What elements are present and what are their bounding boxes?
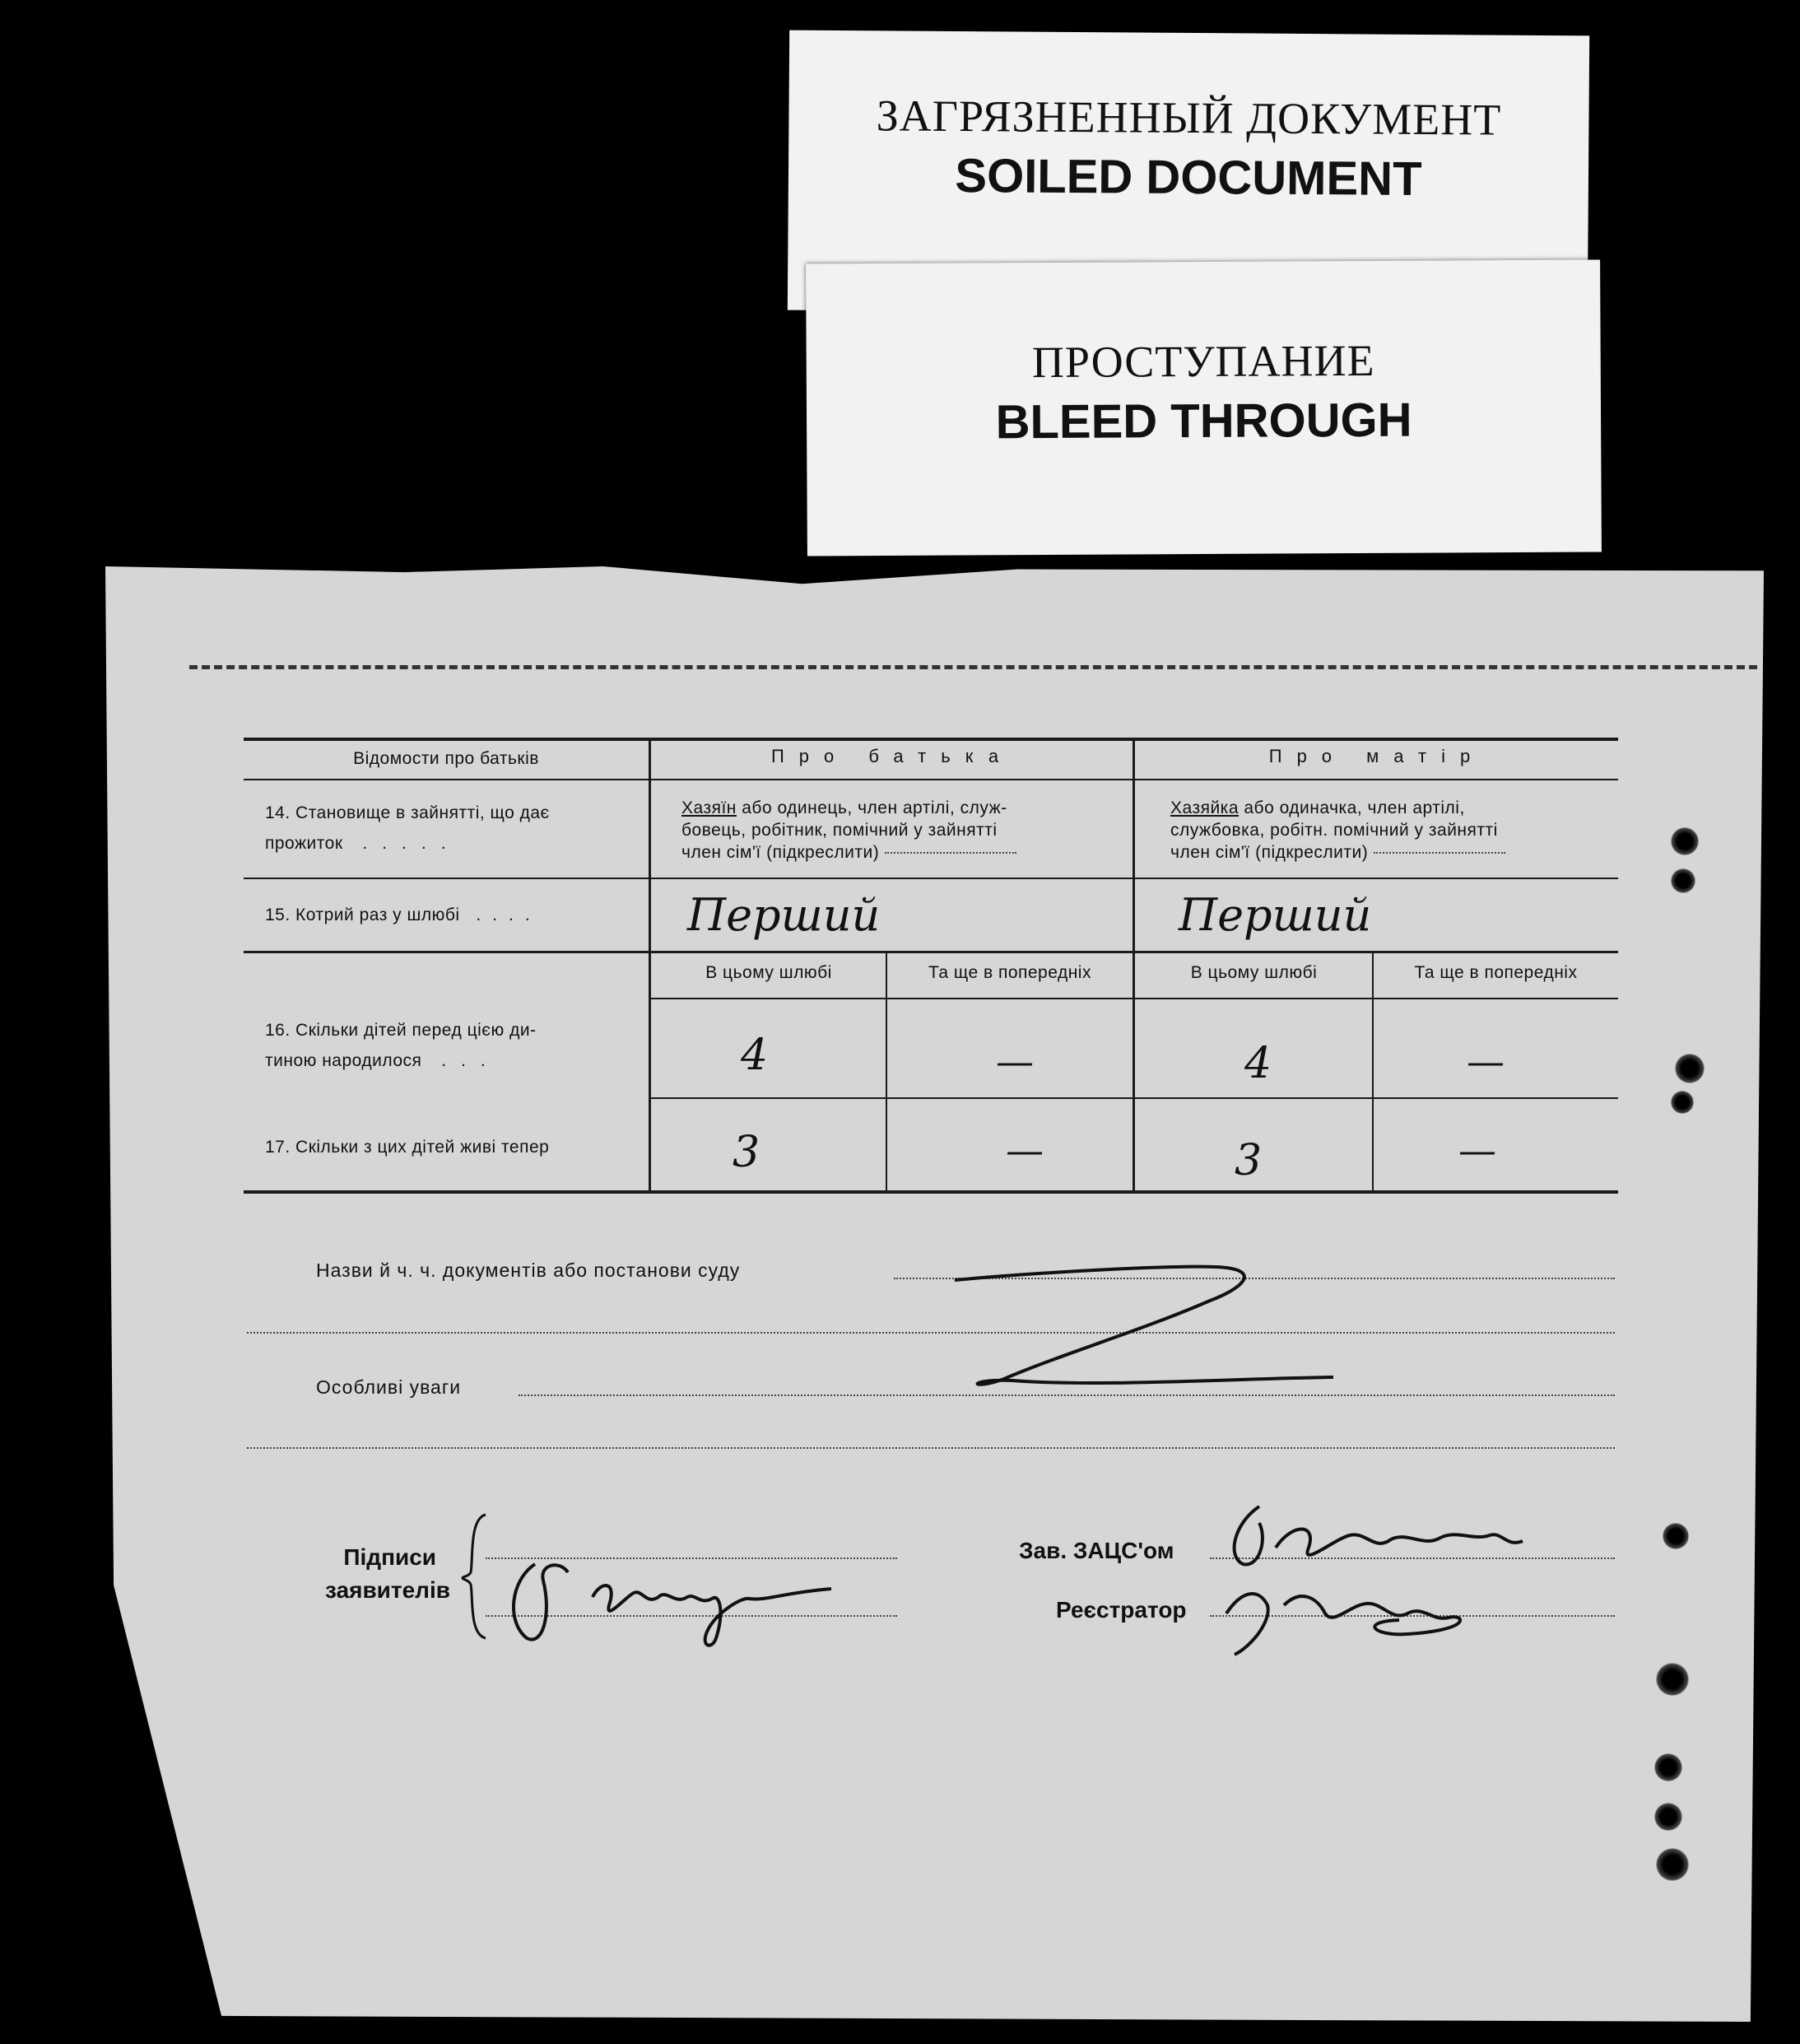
column-divider bbox=[649, 741, 651, 1192]
subcolumn-divider bbox=[886, 953, 887, 1192]
subcolumn-divider bbox=[1372, 953, 1374, 1192]
row15-mother-value: Перший bbox=[1179, 889, 1372, 941]
row15-rule bbox=[244, 951, 1618, 953]
row14-label-line1: 14. Становище в зайнятті, що дає bbox=[265, 803, 550, 822]
row14-mother-line2: службовка, робітн. помічний у зайнятті bbox=[1170, 821, 1498, 840]
row14-mother-line1: або одиначка, член артілі, bbox=[1244, 799, 1465, 817]
row14-label-line2: прожиток ..... bbox=[265, 834, 461, 853]
punch-hole bbox=[1675, 1054, 1705, 1083]
punch-hole bbox=[1671, 1091, 1694, 1114]
row17-mother-this: 3 bbox=[1235, 1136, 1263, 1185]
row15-label: 15. Котрий раз у шлюбі .... bbox=[265, 906, 542, 924]
bleed-through-label bbox=[806, 259, 1602, 556]
father-selected-option: Хазяїн bbox=[681, 799, 737, 817]
official-signatures bbox=[1210, 1490, 1556, 1671]
column-divider bbox=[1133, 741, 1135, 1192]
father-previous-header: Та ще в попередніх bbox=[928, 963, 1091, 982]
notes-label: Особливі уваги bbox=[316, 1376, 462, 1398]
row14-mother-options bbox=[1170, 797, 1615, 864]
bleed-label-english: BLEED THROUGH bbox=[995, 393, 1412, 449]
punch-hole bbox=[1654, 1803, 1682, 1831]
punch-hole bbox=[1654, 1753, 1682, 1781]
registrar-label: Реєстратор bbox=[1056, 1597, 1187, 1623]
soiled-label-russian: ЗАГРЯЗНЕННЫЙ ДОКУМЕНТ bbox=[876, 91, 1502, 145]
row15-father-value: Перший bbox=[687, 889, 881, 941]
header-about-father: Про батька bbox=[770, 746, 1014, 766]
row16-label-line2: тиною народилося ... bbox=[265, 1051, 500, 1070]
mother-this-marriage-header: В цьому шлюбі bbox=[1190, 963, 1318, 982]
row14-father-line2: бовець, робітник, помічний у зайнятті bbox=[681, 821, 998, 840]
row14-rule bbox=[244, 878, 1618, 879]
header-parents-info: Відомости про батьків bbox=[353, 749, 539, 768]
row14-father-line1: або одинець, член артілі, служ- bbox=[742, 799, 1007, 817]
row14-father-line3: член сім'ї (підкреслити) bbox=[681, 841, 1126, 864]
table-top-rule bbox=[244, 738, 1618, 741]
row16-label bbox=[265, 1019, 644, 1072]
row14-mother-line3: член сім'ї (підкреслити) bbox=[1170, 841, 1615, 864]
head-of-office-label: Зав. ЗАЦС'ом bbox=[1019, 1538, 1174, 1563]
row17-label: 17. Скільки з цих дітей живі тепер bbox=[265, 1138, 550, 1157]
table-bottom-rule bbox=[244, 1190, 1618, 1194]
row17-mother-prev: — bbox=[1458, 1128, 1496, 1172]
punch-hole bbox=[1656, 1663, 1689, 1696]
soiled-label-english: SOILED DOCUMENT bbox=[955, 149, 1422, 206]
punch-hole bbox=[1671, 868, 1695, 893]
row16-mother-this: 4 bbox=[1244, 1039, 1272, 1088]
row17-father-this: 3 bbox=[733, 1128, 760, 1177]
form-sheet bbox=[105, 566, 1764, 2022]
applicants-label-line2: заявителів bbox=[325, 1577, 450, 1603]
row17-father-prev: — bbox=[1006, 1128, 1044, 1172]
punch-hole bbox=[1656, 1848, 1689, 1881]
bleed-label-russian: ПРОСТУПАНИЕ bbox=[1031, 335, 1375, 388]
signature-brace bbox=[461, 1511, 494, 1642]
row16-mother-prev: — bbox=[1467, 1039, 1505, 1083]
applicants-signatures-label bbox=[325, 1541, 450, 1607]
row16-father-this: 4 bbox=[741, 1031, 769, 1080]
documents-label: Назви й ч. ч. документів або постанови суду bbox=[316, 1259, 741, 1281]
row14-father-options bbox=[681, 797, 1126, 864]
header-about-mother: Про матір bbox=[1268, 746, 1486, 766]
punch-hole bbox=[1671, 827, 1699, 855]
punch-hole bbox=[1663, 1523, 1689, 1549]
crossout-flourish bbox=[947, 1255, 1342, 1404]
father-this-marriage-header: В цьому шлюбі bbox=[705, 963, 832, 982]
mother-selected-option: Хазяйка bbox=[1170, 799, 1240, 817]
perforation-line bbox=[189, 665, 1757, 669]
row14-label bbox=[265, 802, 644, 854]
applicant-signature bbox=[502, 1548, 848, 1663]
notes-line-2 bbox=[247, 1447, 1615, 1449]
applicants-label-line1: Підписи bbox=[343, 1544, 436, 1570]
row16-father-prev: — bbox=[996, 1039, 1034, 1083]
mother-previous-header: Та ще в попередніх bbox=[1414, 963, 1578, 982]
header-rule bbox=[244, 779, 1618, 780]
documents-line-2 bbox=[247, 1332, 1615, 1334]
row16-label-line1: 16. Скільки дітей перед цією ди- bbox=[265, 1021, 537, 1040]
